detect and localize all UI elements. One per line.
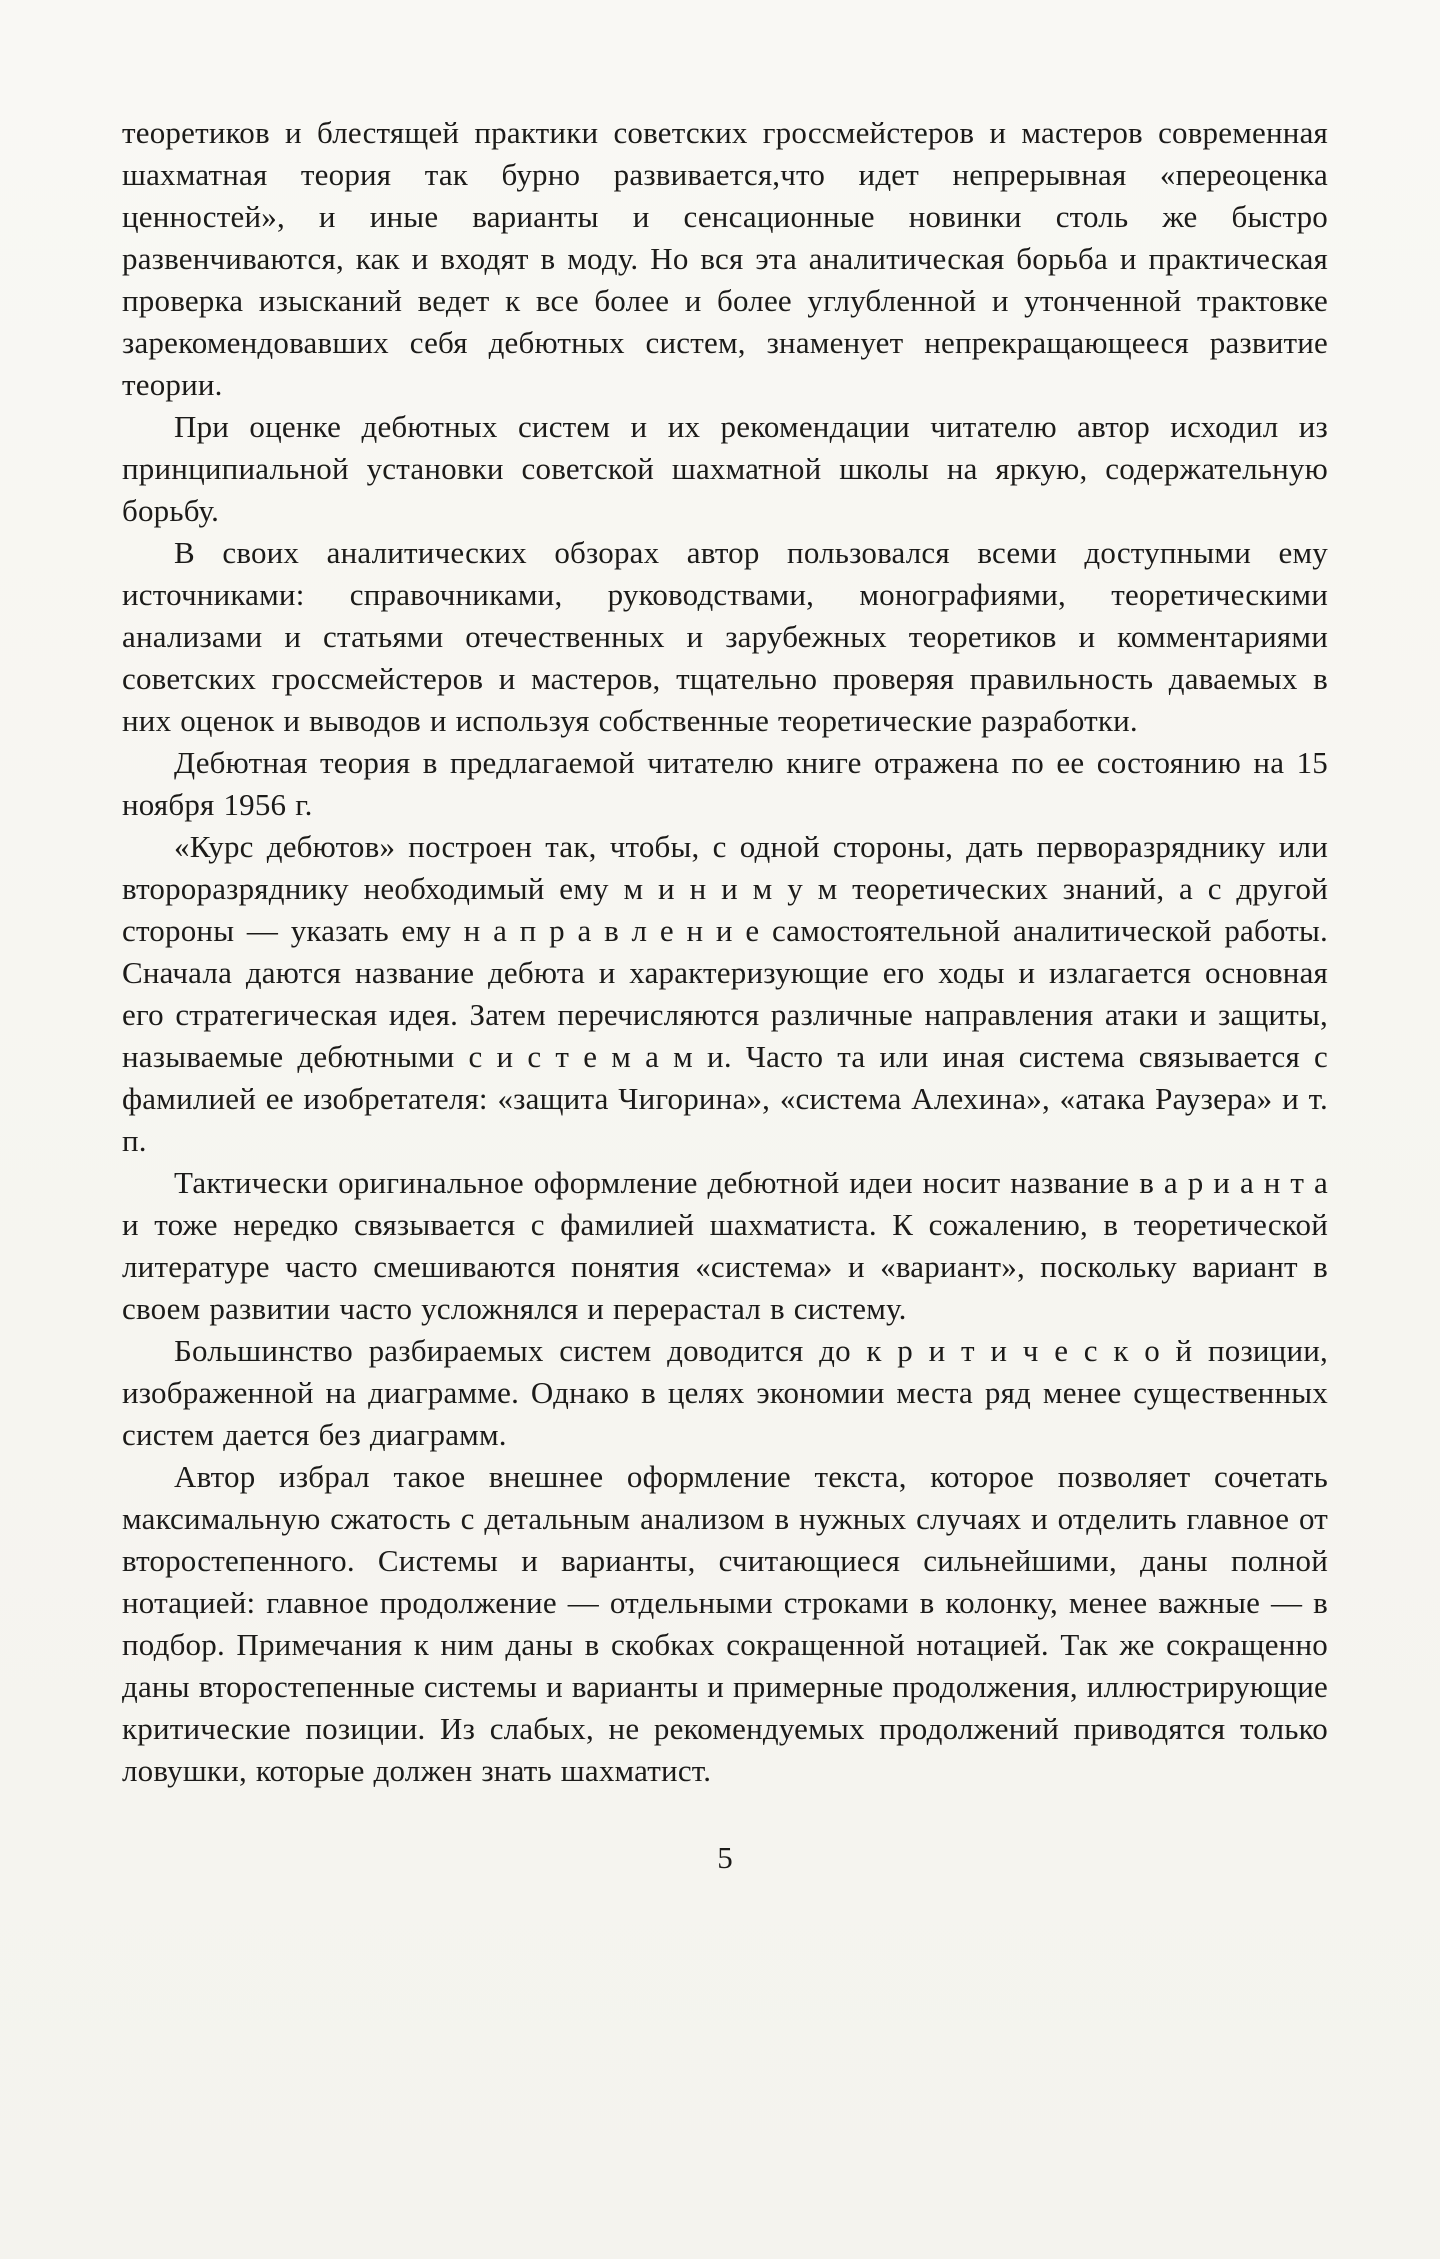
paragraph: теоретиков и блестящей практики советских гроссмейстеров и мастеров современная шахматная теория так бурно развивается,что идет непрерывная «переоценка ценностей», и иные варианты и сенсационные новинки столь же быстро развенчиваются, как и входят в моду. Но вся эта аналитическая борьба и практическая проверка изысканий ведет к все более и более углубленной и утонченной трактовке зарекомендовавших себя дебютных систем, знаменует непрекращающееся развитие теории. xyxy=(122,115,1328,402)
page-number: 5 xyxy=(717,1840,733,1875)
paragraph: Автор избрал такое внешнее оформление текста, которое позволяет сочетать максимальную сжатость с детальным анализом в нужных случаях и отделить главное от второстепенного. Системы и варианты, считающиеся сильнейшими, даны полной нотацией: главное продолжение — отдельными строками в колонку, менее важные — в подбор. Примечания к ним даны в скобках сокращенной нотацией. Так же сокращенно даны второстепенные системы и варианты и примерные продолжения, иллюстрирующие критические позиции. Из слабых, не рекомендуемых продолжений приводятся только ловушки, которые должен знать шахматист. xyxy=(122,1459,1329,1788)
paragraph: Большинство разбираемых систем доводится до к р и т и ч е с к о й позиции, изображенной на диаграмме. Однако в целях экономии места ряд менее существенных систем дается без диаграмм. xyxy=(122,1333,1328,1452)
paragraph: При оценке дебютных систем и их рекомендации читателю автор исходил из принципиальной установки советской шахматной школы на яркую, содержательную борьбу. xyxy=(122,409,1328,528)
paragraph: Тактически оригинальное оформление дебютной идеи носит название в а р и а н т а и тоже нередко связывается с фамилией шахматиста. К сожалению, в теоретической литературе часто смешиваются понятия «система» и «вариант», поскольку вариант в своем развитии часто усложнялся и перерастал в систему. xyxy=(122,1165,1328,1326)
paragraph: В своих аналитических обзорах автор пользовался всеми доступными ему источниками: справочниками, руководствами, монографиями, теоретическими анализами и статьями отечественных и зарубежных теоретиков и комментариями советских гроссмейстеров и мастеров, тщательно проверяя правильность даваемых в них оценок и выводов и используя собственные теоретические разработки. xyxy=(122,535,1328,738)
paragraph: «Курс дебютов» построен так, чтобы, с одной стороны, дать перворазряднику или второразряднику необходимый ему м и н и м у м теоретических знаний, а с другой стороны — указать ему н а п р а в л е н и е самостоятельной аналитической работы. Сначала даются название дебюта и характеризующие его ходы и излагается основная его стратегическая идея. Затем перечисляются различные направления атаки и защиты, называемые дебютными с и с т е м а м и. Часто та или иная система связывается с фамилией ее изобретателя: «защита Чигорина», «система Алехина», «атака Раузера» и т. п. xyxy=(122,829,1328,1158)
paragraph: Дебютная теория в предлагаемой читателю книге отражена по ее состоянию на 15 ноября 1956 г. xyxy=(122,745,1328,822)
page-text xyxy=(122,112,1328,1792)
